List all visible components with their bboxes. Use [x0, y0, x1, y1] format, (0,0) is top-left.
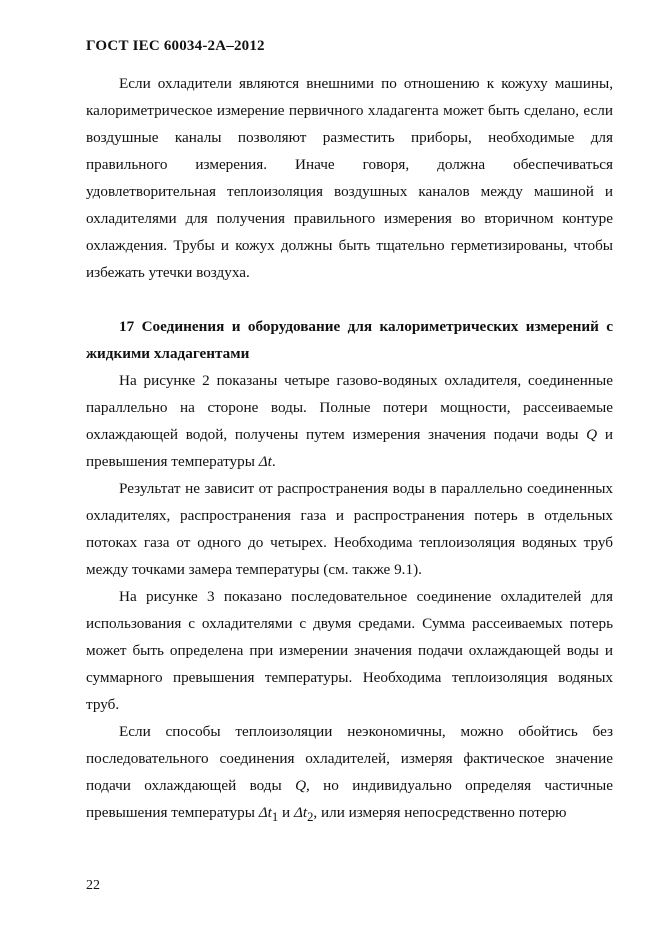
text-run: . — [271, 453, 276, 470]
symbol-q: Q — [586, 426, 598, 443]
symbol-delta-t1: Δt — [258, 804, 272, 821]
text-run: , но индивидуально определяя частичные превышения температуры — [86, 777, 613, 821]
section-spacer — [86, 286, 613, 313]
paragraph-figure-3: На рисунке 3 показано последовательное соединение охладителей для использования с охладителями с двумя средами. Сумма рассеиваемых потерь может быть определена при измерении значения подачи охлаждающей воды и суммарного превышения температуры. Необходима теплоизоляция водяных труб. — [86, 588, 613, 713]
page-content — [86, 70, 613, 831]
subscript-2: 2 — [307, 810, 314, 825]
symbol-delta-t: Δt — [258, 453, 272, 470]
paragraph-insulation-methods — [86, 718, 613, 831]
text-run: Если способы теплоизоляции неэкономичны, можно обойтись без последовательного соединения охладителей, измеряя фактическое значение подачи охлаждающей воды — [86, 723, 613, 794]
text-run: и превышения температуры — [86, 426, 613, 470]
symbol-delta-t2: Δt — [293, 804, 308, 821]
text-run: , или измеряя непосредственно потерю — [313, 804, 567, 821]
paragraph-result: Результат не зависит от распространения воды в параллельно соединенных охладителях, распространения газа и распространения потерь в отдельных потоках газа от одного до четырех. Необходима теплоизоляция водяных труб между точками замера температуры (см. также 9.1). — [86, 480, 613, 578]
subscript-1: 1 — [271, 810, 279, 825]
symbol-q: Q — [295, 777, 307, 794]
text-run: На рисунке 2 показаны четыре газово-водяных охладителя, соединенные параллельно на стороне воды. Полные потери мощности, рассеиваемые охлаждающей водой, получены путем измерения значения подачи воды — [86, 372, 613, 443]
section-heading-17: 17 Соединения и оборудование для калориметрических измерений с жидкими хладагентами — [86, 318, 613, 362]
paragraph-external-coolers: Если охладители являются внешними по отношению к кожуху машины, калориметрическое измерение первичного хладагента может быть сделано, если воздушные каналы позволяют разместить приборы, необходимые для правильного измерения. Иначе говоря, должна обеспечиваться удовлетворительная теплоизоляция воздушных каналов между машиной и охладителями для получения правильного измерения во вторичном контуре охлаждения. Трубы и кожух должны быть тщательно герметизированы, чтобы избежать утечки воздуха. — [86, 75, 613, 281]
paragraph-figure-2 — [86, 367, 613, 475]
document-header: ГОСТ IEC 60034-2A–2012 — [86, 38, 265, 54]
page-number: 22 — [86, 878, 100, 893]
text-run: и — [278, 804, 294, 821]
